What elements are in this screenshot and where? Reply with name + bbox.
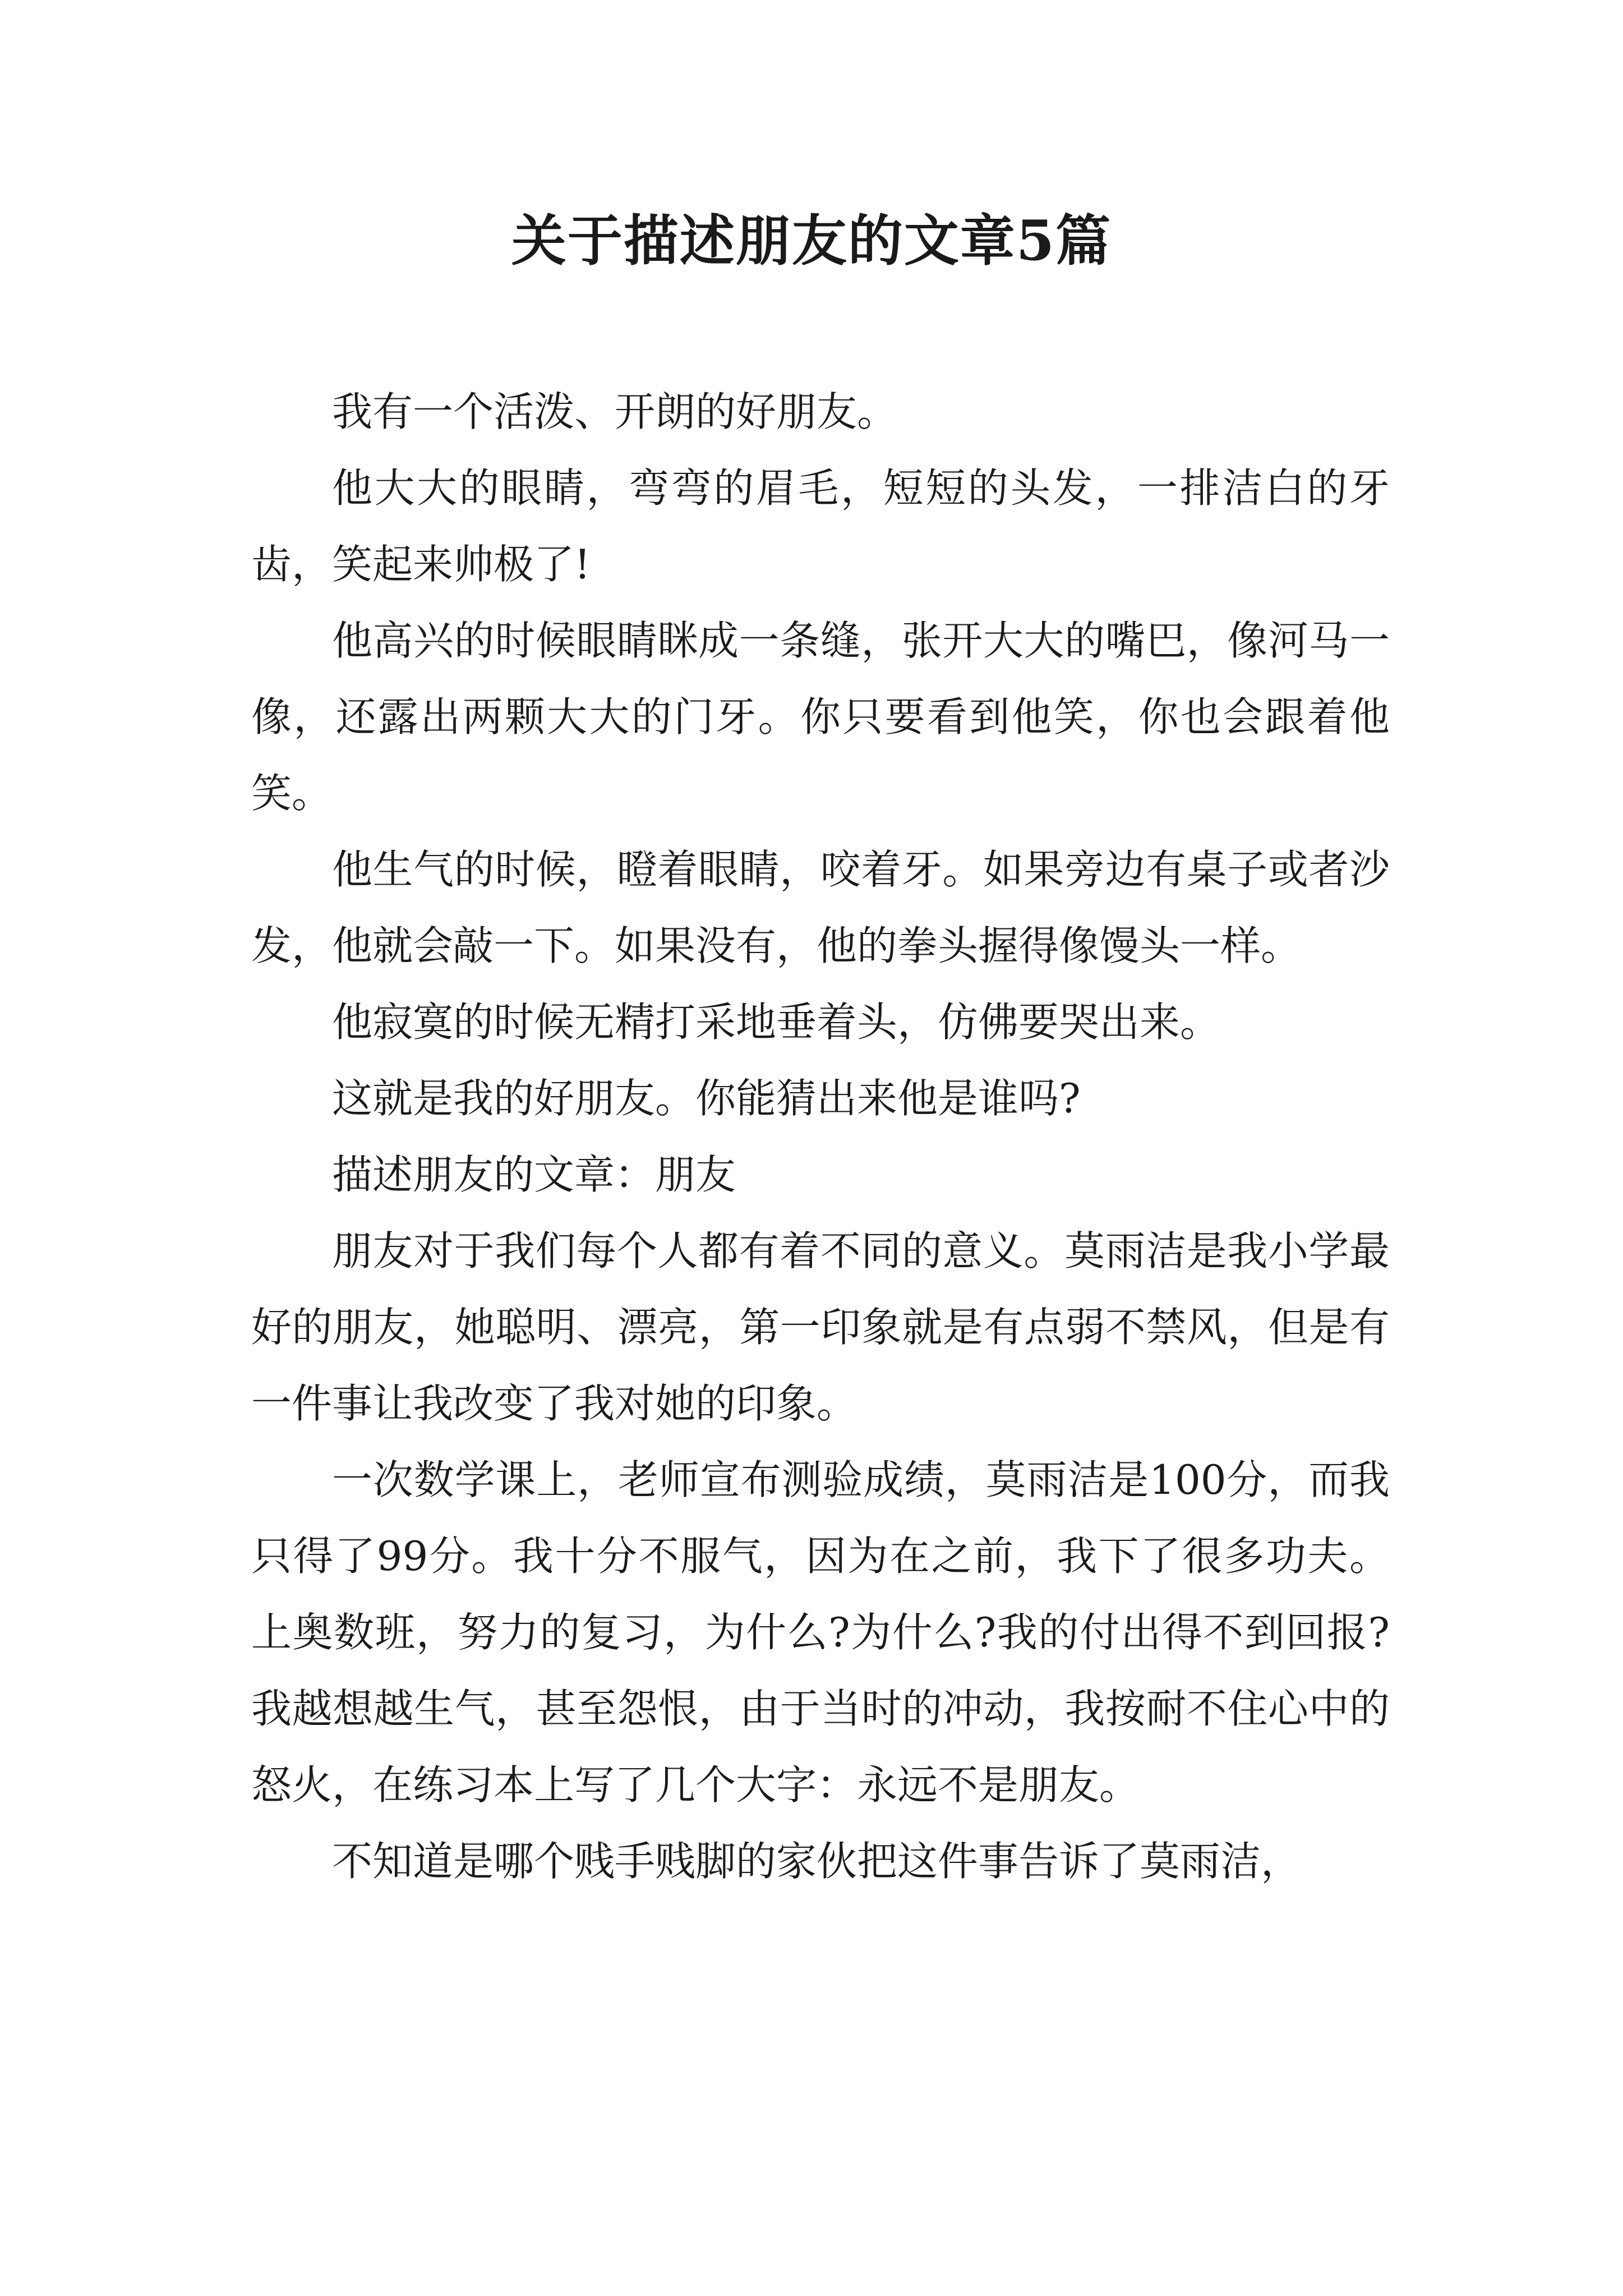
document-title: 关于描述朋友的文章5篇 <box>511 209 1112 273</box>
paragraph: 他高兴的时候眼睛眯成一条缝，张开大大的嘴巴，像河马一像，还露出两颗大大的门牙。你只要看到他笑，你也会跟着他笑。 <box>251 617 1390 817</box>
paragraph: 一次数学课上，老师宣布测验成绩，莫雨洁是100分，而我只得了99分。我十分不服气，因为在之前，我下了很多功夫。上奥数班，努力的复习，为什么?为什么?我的付出得不到回报?我越想越生气，甚至怨恨，由于当时的冲动，我按耐不住心中的怒火，在练习本上写了几个大字：永远不是朋友。 <box>251 1456 1390 1809</box>
paragraph: 这就是我的好朋友。你能猜出来他是谁吗? <box>332 1075 1081 1122</box>
document-body <box>251 374 1390 1899</box>
paragraph: 我有一个活泼、开朗的好朋友。 <box>332 388 898 435</box>
paragraph: 不知道是哪个贱手贱脚的家伙把这件事告诉了莫雨洁， <box>332 1838 1302 1885</box>
paragraph: 他寂寞的时候无精打采地垂着头，仿佛要哭出来。 <box>332 999 1221 1046</box>
paragraph: 他生气的时候，瞪着眼睛，咬着牙。如果旁边有桌子或者沙发，他就会敲一下。如果没有，他的拳头握得像馒头一样。 <box>251 846 1390 969</box>
paragraph: 朋友对于我们每个人都有着不同的意义。莫雨洁是我小学最好的朋友，她聪明、漂亮，第一印象就是有点弱不禁风，但是有一件事让我改变了我对她的印象。 <box>251 1227 1390 1427</box>
paragraph: 他大大的眼睛，弯弯的眉毛，短短的头发，一排洁白的牙齿，笑起来帅极了! <box>251 464 1390 588</box>
section-heading-paragraph: 描述朋友的文章：朋友 <box>332 1151 736 1198</box>
